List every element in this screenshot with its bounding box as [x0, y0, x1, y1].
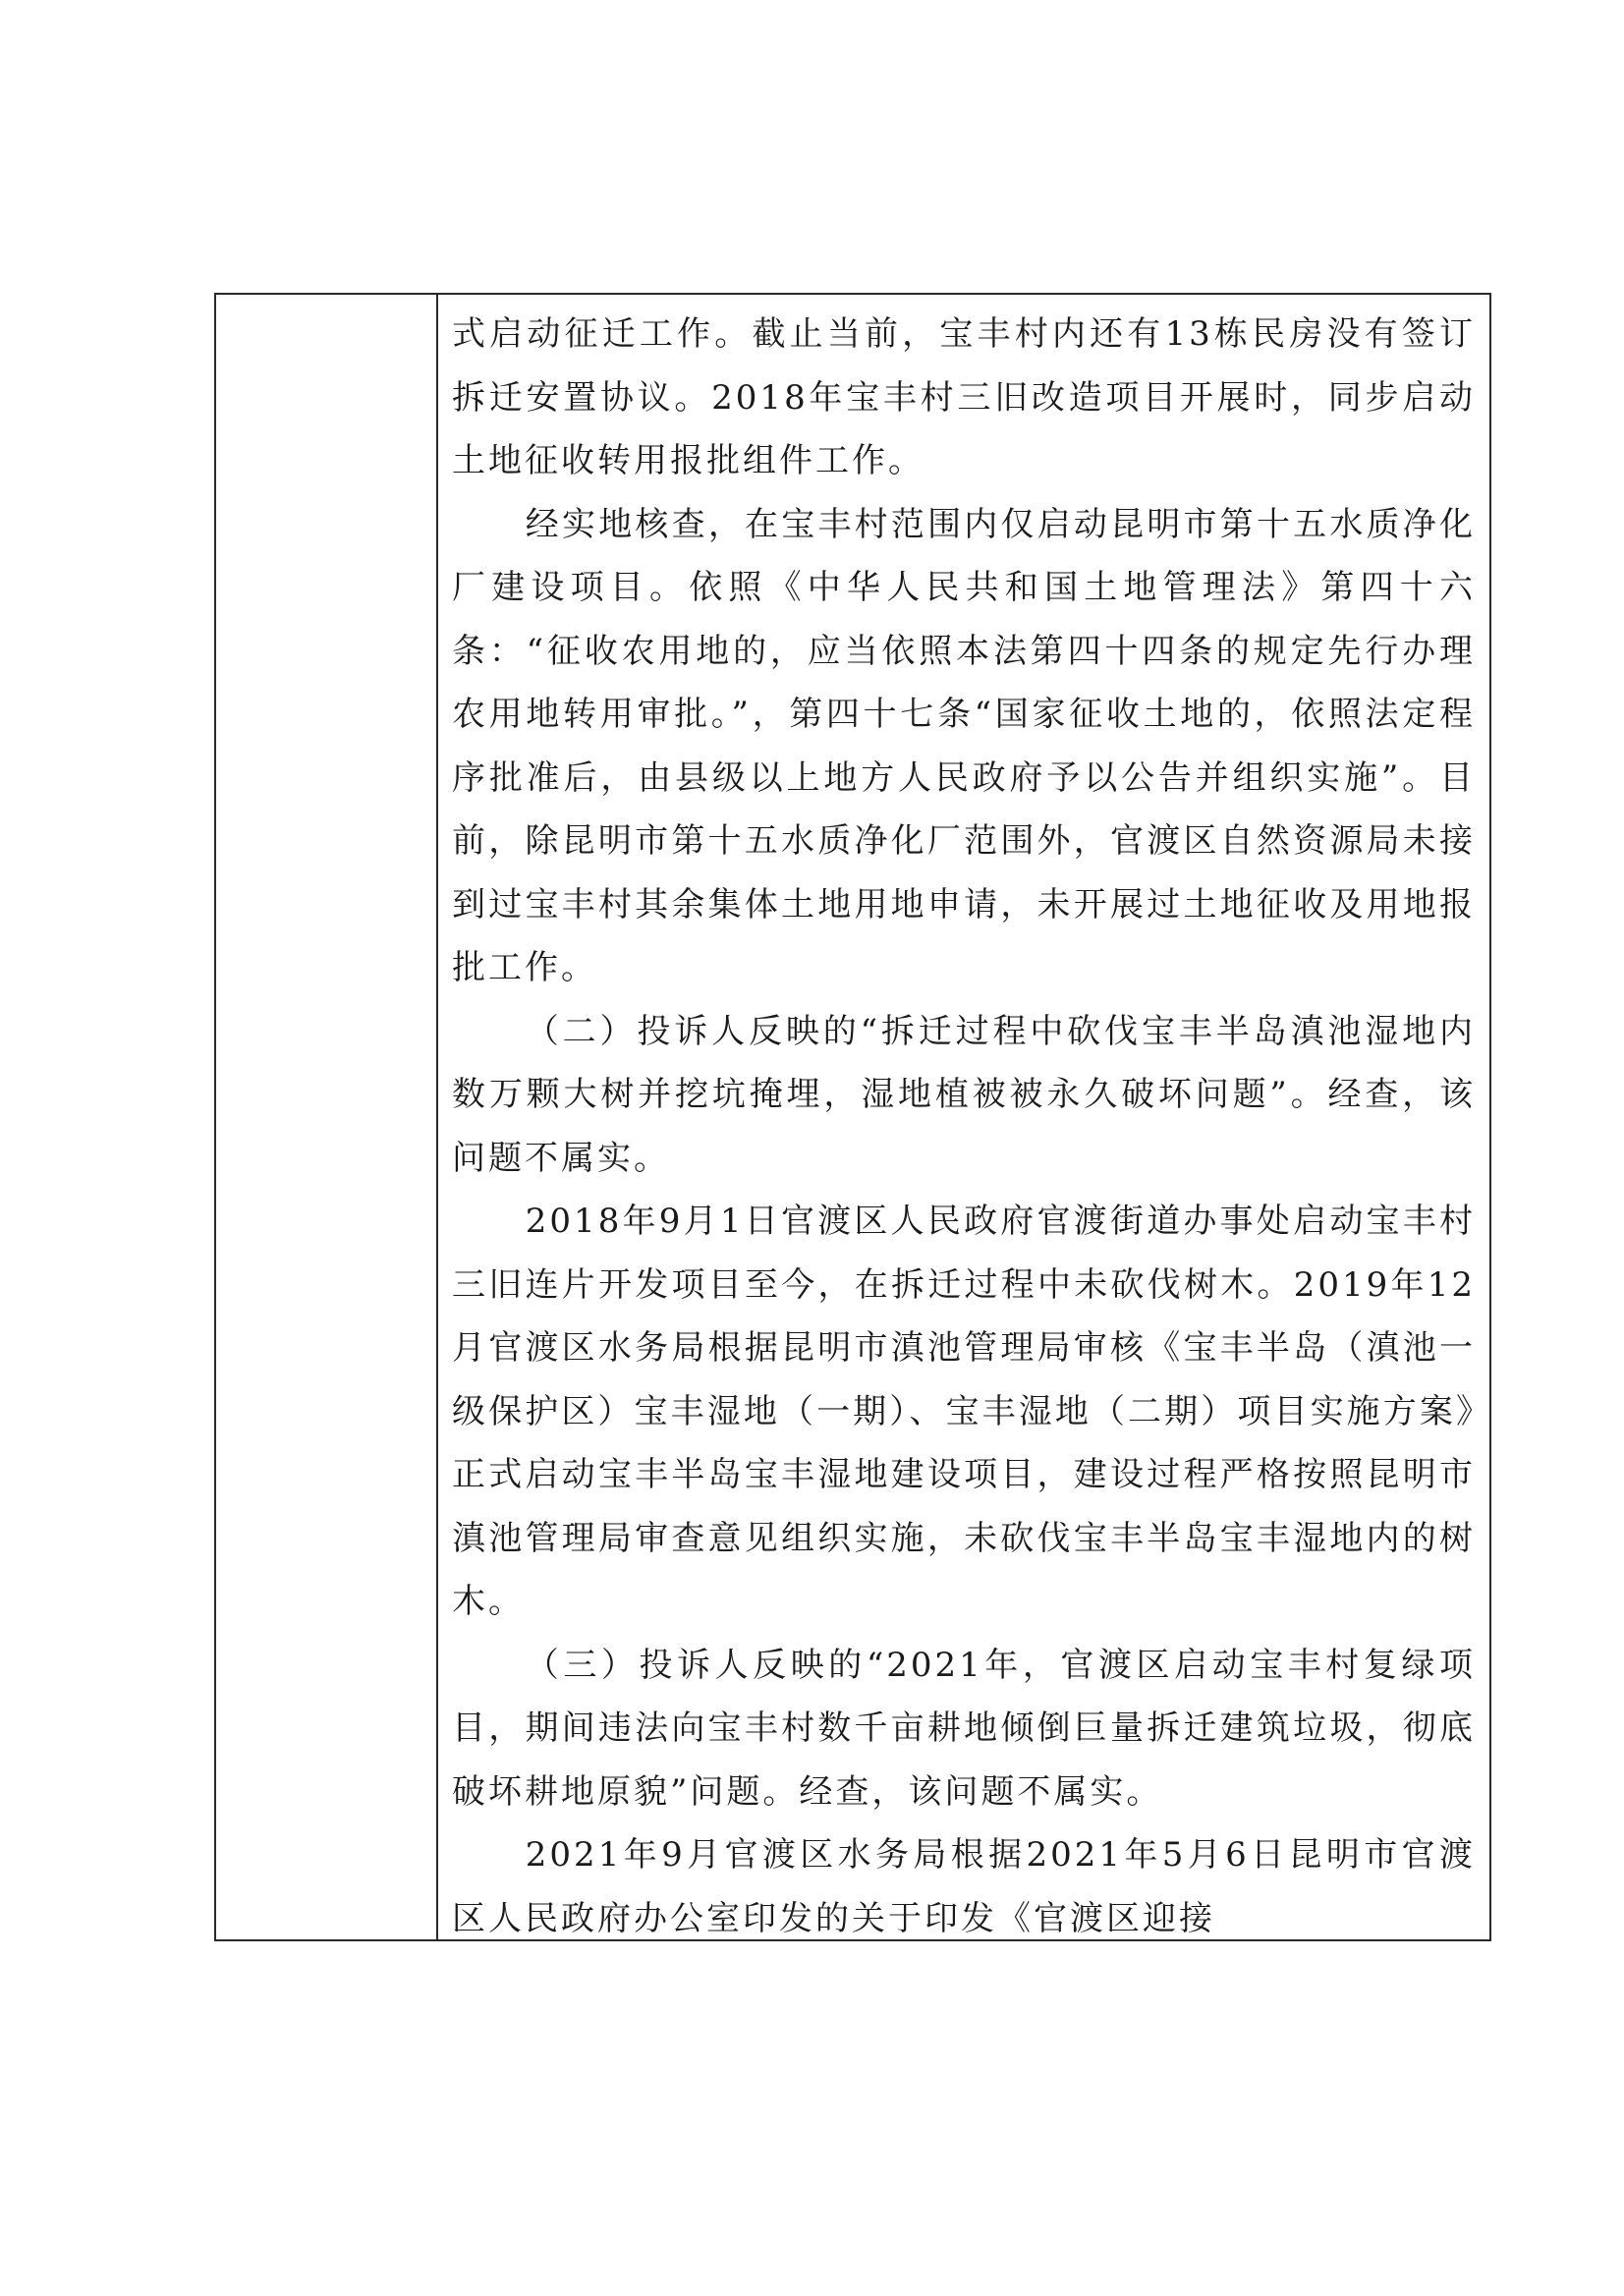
paragraph-complaint-two: （二）投诉人反映的“拆迁过程中砍伐宝丰半岛滇池湿地内数万颗大树并挖坑掩埋，湿地植被被永久破坏问题”。经查，该问题不属实。: [452, 1011, 1476, 1178]
table-content-cell: [438, 295, 1489, 1939]
paragraph-continued: 式启动征迁工作。截止当前，宝丰村内还有13栋民房没有签订拆迁安置协议。2018年宝丰村三旧改造项目开展时，同步启动土地征收转用报批组件工作。: [452, 314, 1476, 480]
paragraph-wetland-project: 2018年9月1日官渡区人民政府官渡街道办事处启动宝丰村三旧连片开发项目至今，在拆迁过程中未砍伐树木。2019年12月官渡区水务局根据昆明市滇池管理局审核《宝丰半岛（滇池一级保护区）宝丰湿地（一期）、宝丰湿地（二期）项目实施方案》正式启动宝丰半岛宝丰湿地建设项目，建设过程严格按照昆明市滇池管理局审查意见组织实施，未砍伐宝丰半岛宝丰湿地内的树木。: [452, 1202, 1476, 1621]
table-left-column: [216, 295, 438, 1939]
paragraph-water-bureau: 2021年9月官渡区水务局根据2021年5月6日昆明市官渡区人民政府办公室印发的关于印发《官渡区迎接: [452, 1835, 1476, 1938]
paragraph-land-verification: 经实地核查，在宝丰村范围内仅启动昆明市第十五水质净化厂建设项目。依照《中华人民共和国土地管理法》第四十六条：“征收农用地的，应当依照本法第四十四条的规定先行办理农用地转用审批。”，第四十七条“国家征收土地的，依照法定程序批准后，由县级以上地方人民政府予以公告并组织实施”。目前，除昆明市第十五水质净化厂范围外，官渡区自然资源局未接到过宝丰村其余集体土地用地申请，未开展过土地征收及用地报批工作。: [452, 504, 1476, 987]
document-table: [214, 293, 1491, 1941]
paragraph-complaint-three: （三）投诉人反映的“2021年，官渡区启动宝丰村复绿项目，期间违法向宝丰村数千亩耕地倾倒巨量拆迁建筑垃圾，彻底破坏耕地原貌”问题。经查，该问题不属实。: [452, 1645, 1476, 1812]
